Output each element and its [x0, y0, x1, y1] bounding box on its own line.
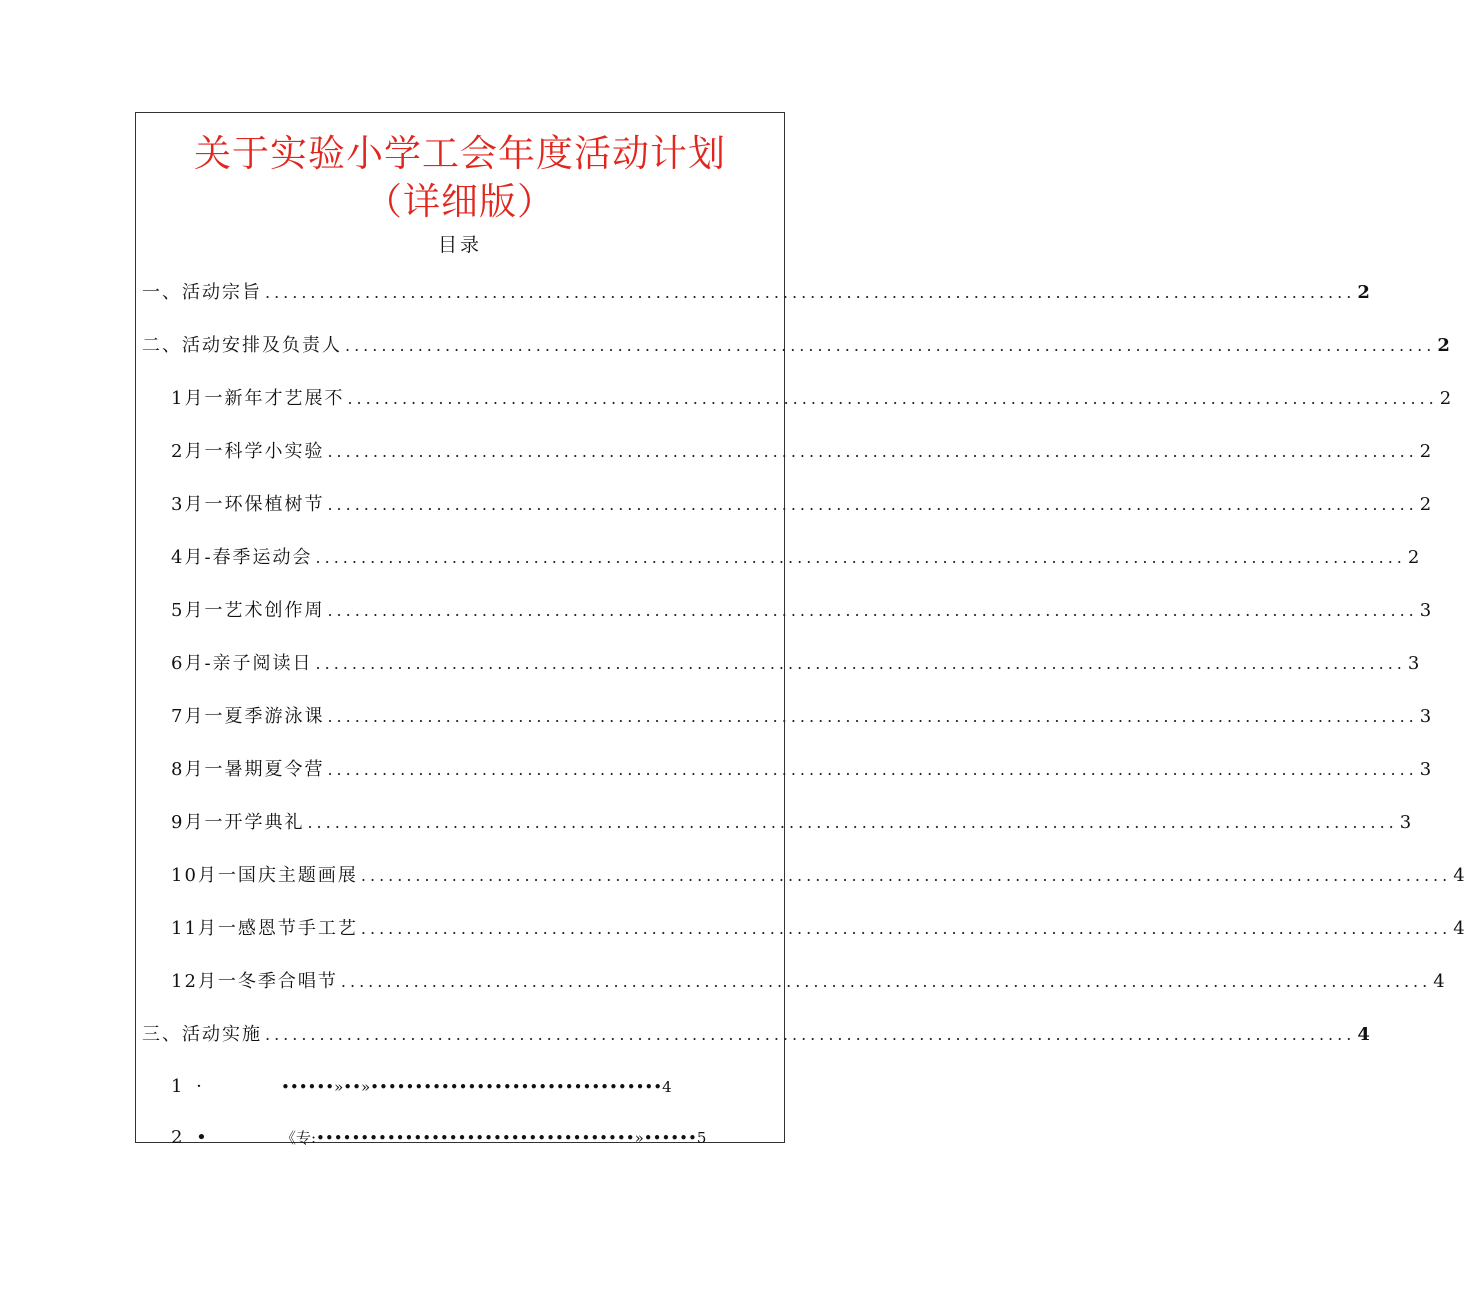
toc-garbled-text: ••••••»••»•••••••••••••••••••••••••••••••••4: [281, 1078, 672, 1096]
toc-entry-page-number: 4: [1453, 918, 1465, 939]
toc-entry[interactable]: [171, 705, 1432, 729]
toc-entry-label: 4月-春季运动会: [171, 547, 313, 568]
document-frame: [135, 112, 1465, 1148]
toc-entry-label: 12月一冬季合唱节: [171, 971, 338, 992]
toc-entry-label: 8月一暑期夏令营: [171, 759, 325, 780]
toc-entry-page-number: 3: [1419, 706, 1432, 727]
toc-entry[interactable]: [171, 917, 1465, 941]
toc-entry-label: 5月一艺术创作周: [171, 600, 325, 621]
toc-entry[interactable]: [171, 864, 1465, 888]
toc-entry-label: 二、活动安排及负责人: [142, 335, 342, 356]
toc-entry-page-number: 3: [1399, 812, 1412, 833]
toc-entry-page-number: 2: [1437, 335, 1450, 356]
toc-garbled-number: 2 •: [171, 1127, 211, 1148]
toc-entry-label: 6月-亲子阅读日: [171, 653, 313, 674]
document-subtitle: （详细版）: [365, 180, 555, 223]
toc-entry-page-number: 2: [1357, 282, 1370, 303]
toc-dot-leader: ........................................................................................................................: [327, 760, 1418, 779]
toc-entry-label: 三、活动实施: [142, 1024, 262, 1045]
toc-dot-leader: ........................................................................................................................: [315, 654, 1406, 673]
toc-entry-label: 11月一感恩节手工艺: [171, 918, 358, 939]
toc-dot-leader: ........................................................................................................................: [315, 548, 1406, 567]
toc-entry[interactable]: [171, 811, 1412, 835]
toc-entry-page-number: 2: [1439, 388, 1452, 409]
toc-entry[interactable]: [142, 1023, 1370, 1047]
toc-dot-leader: ........................................................................................................................: [327, 495, 1418, 514]
toc-entry[interactable]: [142, 281, 1370, 305]
toc-entry-label: 一、活动宗旨: [142, 282, 262, 303]
toc-entry-label: 9月一开学典礼: [171, 812, 305, 833]
toc-entry-page-number: 2: [1419, 441, 1432, 462]
toc-dot-leader: ........................................................................................................................: [265, 1025, 1356, 1044]
toc-dot-leader: ........................................................................................................................: [360, 866, 1452, 885]
toc-entry-label: 7月一夏季游泳课: [171, 706, 325, 727]
toc-garbled-entry: [171, 1075, 672, 1099]
toc-dot-leader: ........................................................................................................................: [360, 919, 1452, 938]
toc-dot-leader: ........................................................................................................................: [265, 283, 1356, 302]
toc-dot-leader: ........................................................................................................................: [307, 813, 1398, 832]
toc-entry-label: 3月一环保植树节: [171, 494, 325, 515]
toc-entry-page-number: 2: [1419, 494, 1432, 515]
toc-entry-label: 1月一新年才艺展不: [171, 388, 345, 409]
toc-entry-label: 10月一国庆主题画展: [171, 865, 358, 886]
toc-entry-page-number: 4: [1357, 1024, 1370, 1045]
toc-entry-page-number: 3: [1419, 600, 1432, 621]
toc-entry[interactable]: [171, 387, 1452, 411]
toc-entry[interactable]: [171, 970, 1445, 994]
toc-entry[interactable]: [142, 334, 1450, 358]
toc-heading: 目录: [437, 234, 482, 256]
toc-entry[interactable]: [171, 440, 1432, 464]
toc-garbled-entry: [171, 1126, 707, 1150]
toc-entry[interactable]: [171, 546, 1420, 570]
toc-entry-page-number: 4: [1453, 865, 1465, 886]
toc-entry-page-number: 3: [1407, 653, 1420, 674]
toc-dot-leader: ........................................................................................................................: [327, 601, 1418, 620]
toc-entry-page-number: 2: [1407, 547, 1420, 568]
toc-entry-label: 2月一科学小实验: [171, 441, 325, 462]
toc-entry[interactable]: [171, 599, 1432, 623]
toc-dot-leader: ........................................................................................................................: [340, 972, 1432, 991]
toc-garbled-number: 1 ·: [171, 1076, 206, 1097]
toc-entry[interactable]: [171, 758, 1432, 782]
toc-dot-leader: ........................................................................................................................: [345, 336, 1436, 355]
toc-entry[interactable]: [171, 493, 1432, 517]
toc-entry[interactable]: [171, 652, 1420, 676]
toc-dot-leader: ........................................................................................................................: [347, 389, 1438, 408]
toc-dot-leader: ........................................................................................................................: [327, 442, 1418, 461]
toc-entry-page-number: 4: [1433, 971, 1445, 992]
document-title: 关于实验小学工会年度活动计划: [194, 132, 726, 175]
toc-garbled-text: 《专:••••••••••••••••••••••••••••••••••••»••••••5: [281, 1129, 707, 1147]
toc-entry-page-number: 3: [1419, 759, 1432, 780]
toc-dot-leader: ........................................................................................................................: [327, 707, 1418, 726]
